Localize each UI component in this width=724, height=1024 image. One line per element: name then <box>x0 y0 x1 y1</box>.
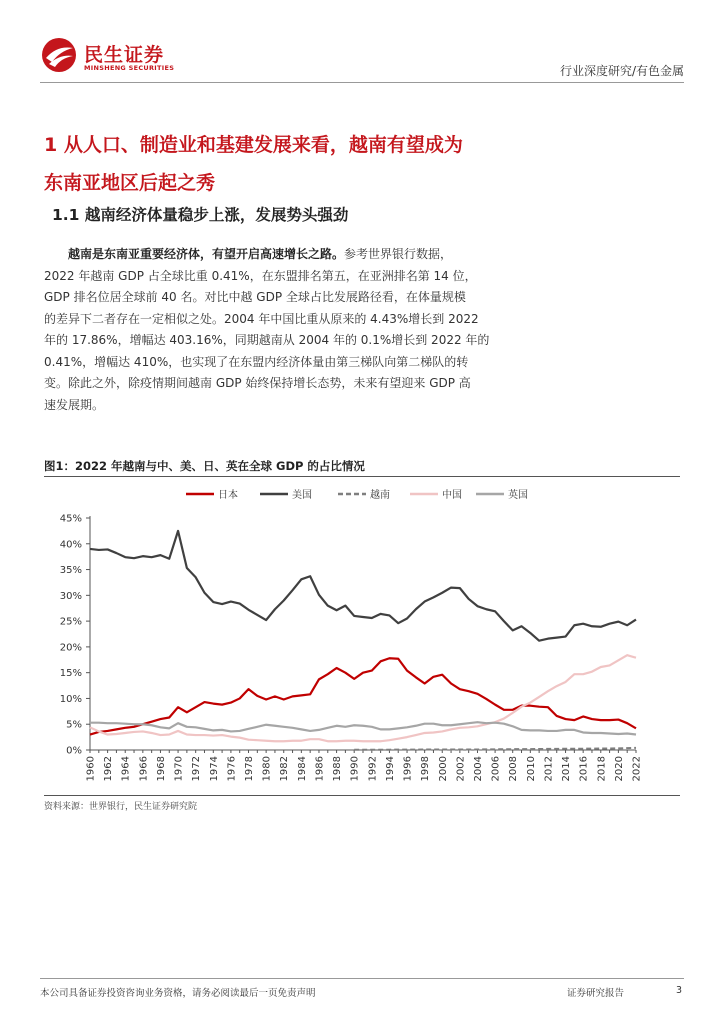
x-tick-label: 1968 <box>155 756 167 782</box>
paragraph-lead: 越南是东南亚重要经济体，有望开启高速增长之路。 <box>68 247 345 261</box>
x-tick-label: 2008 <box>508 756 520 782</box>
x-tick-label: 2014 <box>561 756 573 782</box>
paragraph-line: 0.41%，增幅达 410%，也实现了在东盟内经济体量由第三梯队向第二梯队的转 <box>44 354 469 369</box>
paragraph-line: 的差异下二者存在一定相似之处。2004 年中国比重从原来的 4.43%增长到 2022 <box>44 311 479 326</box>
x-tick-label: 1984 <box>296 756 308 782</box>
x-tick-label: 2022 <box>631 756 643 782</box>
figure-top-rule <box>44 476 680 477</box>
x-tick-label: 1970 <box>173 756 185 782</box>
x-tick-label: 1976 <box>226 756 238 782</box>
minsheng-logo-icon <box>40 36 78 74</box>
x-tick-label: 1994 <box>384 756 396 782</box>
y-tick-label: 35% <box>59 565 82 577</box>
x-tick-label: 1998 <box>420 756 432 782</box>
paragraph-line <box>44 244 684 266</box>
page-number: 3 <box>675 985 682 996</box>
y-tick-label: 15% <box>59 668 82 680</box>
x-tick-label: 2006 <box>490 756 502 782</box>
legend-label: 日本 <box>218 490 238 501</box>
x-tick-label: 1986 <box>314 756 326 782</box>
figure-title: 图1：2022 年越南与中、美、日、英在全球 GDP 的占比情况 <box>44 459 365 473</box>
x-tick-label: 2010 <box>525 756 537 782</box>
x-tick-label: 2016 <box>578 756 590 782</box>
body-paragraph <box>44 244 684 416</box>
paragraph-line: 变。除此之外，除疫情期间越南 GDP 始终保持增长态势，未来有望迎来 GDP 高 <box>44 376 471 390</box>
subsection-heading: 1.1 越南经济体量稳步上涨，发展势头强劲 <box>52 206 349 224</box>
section-heading-line2: 东南亚地区后起之秀 <box>44 172 216 194</box>
y-tick-label: 0% <box>66 745 82 757</box>
footer-disclaimer: 本公司具备证券投资咨询业务资格，请务必阅读最后一页免责声明 <box>40 988 316 999</box>
paragraph-line: 速发展期。 <box>44 397 105 412</box>
x-tick-label: 2002 <box>455 756 467 782</box>
x-tick-label: 1966 <box>138 756 150 782</box>
x-tick-label: 2000 <box>437 756 449 782</box>
company-logo <box>40 36 180 80</box>
y-tick-label: 10% <box>59 693 82 705</box>
report-category: 行业深度研究/有色金属 <box>559 64 684 78</box>
x-tick-label: 1996 <box>402 756 414 782</box>
x-tick-label: 1960 <box>85 756 97 782</box>
paragraph-line-text: 参考世界银行数据， <box>344 247 453 261</box>
x-tick-label: 2012 <box>543 756 555 782</box>
figure-source: 资料来源：世界银行，民生证券研究院 <box>44 802 198 812</box>
x-tick-label: 2018 <box>596 756 608 782</box>
series-line-美国 <box>90 531 636 641</box>
x-tick-label: 1978 <box>244 756 256 782</box>
y-tick-label: 5% <box>66 719 82 731</box>
legend-label: 中国 <box>442 490 462 501</box>
legend-label: 英国 <box>508 490 528 501</box>
y-tick-label: 45% <box>59 513 82 525</box>
paragraph-line: GDP 排名位居全球前 40 名。对比中越 GDP 全球占比发展路径看，在体量规模 <box>44 290 466 304</box>
figure-bottom-rule <box>44 795 680 796</box>
logo-chinese-name: 民生证券 <box>84 44 165 66</box>
logo-english-name: MINSHENG SECURITIES <box>84 64 175 72</box>
x-tick-label: 2020 <box>613 756 625 782</box>
y-tick-label: 25% <box>59 616 82 628</box>
series-line-中国 <box>90 655 636 741</box>
x-tick-label: 1972 <box>191 756 203 782</box>
x-tick-label: 1964 <box>120 756 132 782</box>
header-divider <box>40 82 684 83</box>
paragraph-line: 2022 年越南 GDP 占全球比重 0.41%，在东盟排名第五，在亚洲排名第 14 位， <box>44 268 477 283</box>
footer-divider <box>40 978 684 979</box>
y-tick-label: 30% <box>59 590 82 602</box>
gdp-share-line-chart <box>40 480 684 795</box>
x-tick-label: 1990 <box>349 756 361 782</box>
x-tick-label: 1974 <box>208 756 220 782</box>
x-tick-label: 1992 <box>367 756 379 782</box>
y-tick-label: 40% <box>59 539 82 551</box>
paragraph-line: 年的 17.86%，增幅达 403.16%，同期越南从 2004 年的 0.1%增长到 2022 年的 <box>44 333 490 347</box>
x-tick-label: 1980 <box>261 756 273 782</box>
x-tick-label: 1982 <box>279 756 291 782</box>
section-heading-line1: 1 从人口、制造业和基建发展来看，越南有望成为 <box>44 134 463 156</box>
footer-report-type: 证券研究报告 <box>566 988 624 999</box>
x-tick-label: 2004 <box>472 756 484 782</box>
legend-label: 美国 <box>292 490 312 501</box>
x-tick-label: 1962 <box>103 756 115 782</box>
legend-label: 越南 <box>370 490 390 501</box>
x-tick-label: 1988 <box>332 756 344 782</box>
y-tick-label: 20% <box>59 642 82 654</box>
series-line-日本 <box>90 658 636 734</box>
